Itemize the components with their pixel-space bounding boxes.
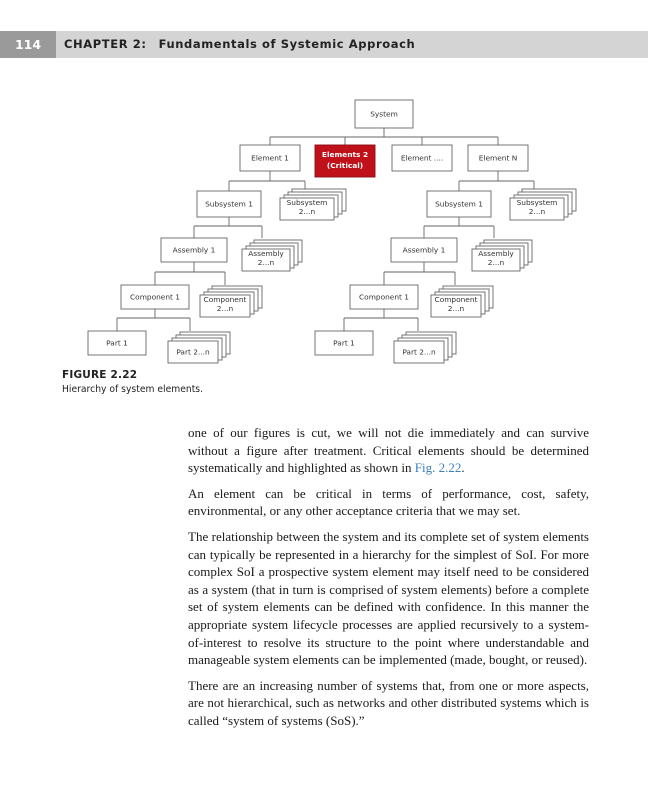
left-subsystem-n-label-line1: Subsystem — [286, 198, 328, 207]
right-component-1-label: Component 1 — [359, 292, 409, 302]
right-assembly-n-label-line1: Assembly — [478, 249, 514, 258]
left-component-n-label-line2: 2...n — [216, 304, 234, 313]
critical-element-label-line1: Elements 2 — [321, 150, 369, 159]
element-n-label: Element N — [478, 153, 518, 163]
figure-reference-link[interactable]: Fig. 2.22 — [414, 460, 462, 476]
paragraph-1-end: . — [461, 460, 465, 476]
left-part-1-label: Part 1 — [106, 338, 128, 348]
system-label: System — [370, 109, 398, 119]
figure-caption — [62, 369, 215, 395]
left-subsystem-n-label-line2: 2...n — [298, 207, 316, 216]
paragraph-3: The relationship between the system and its complete set of system elements can typically be represented in a hierarchy for the simplest of SoI. For more complex SoI a prospective system element may itself need to be considered as a system (that in turn is comprised of system elements) before a complete set of system elements can be defined with confidence. In this manner the appropriate system lifecycle processes are applied recursively to a system-of-interest to resolve its structure to the point where understandable and manageable system elements can be implemented (made, bought, or reused). — [188, 528, 589, 668]
paragraph-1-text: one of our figures is cut, we will not die immediately and can survive without a figure after treatment. Critical elements should be determined systematically and highlighted as shown in — [188, 425, 589, 476]
element-1-label: Element 1 — [251, 153, 289, 163]
right-component-n-label-line2: 2...n — [447, 304, 465, 313]
paragraph-2: An element can be critical in terms of performance, cost, safety, environmental, or any other acceptance criteria that we may set. — [188, 485, 589, 519]
right-subsystem-n-label-line2: 2...n — [528, 207, 546, 216]
paragraph-4: There are an increasing number of systems that, from one or more aspects, are not hierarchical, such as networks and other distributed systems which is called “system of systems (SoS).” — [188, 677, 589, 728]
chapter-number: CHAPTER 2: — [64, 37, 147, 51]
right-subsystem-1-label: Subsystem 1 — [435, 199, 483, 209]
body-text — [188, 424, 589, 738]
figure-label: FIGURE 2.22 — [62, 369, 138, 381]
right-assembly-1-label: Assembly 1 — [402, 245, 446, 255]
left-part-n-label: Part 2...n — [176, 347, 210, 357]
right-subsystem-n-label-line1: Subsystem — [516, 198, 558, 207]
hierarchy-diagram — [0, 0, 648, 370]
element-dots-label: Element .... — [400, 153, 444, 163]
left-assembly-1-label: Assembly 1 — [172, 245, 216, 255]
right-assembly-n-label-line2: 2...n — [487, 258, 505, 267]
left-component-n-label-line1: Component — [203, 295, 247, 304]
critical-element-label-line2: (Critical) — [326, 161, 364, 170]
page-number: 114 — [0, 31, 56, 58]
left-assembly-n-label-line1: Assembly — [248, 249, 284, 258]
left-assembly-n-label-line2: 2...n — [257, 258, 275, 267]
left-component-1-label: Component 1 — [130, 292, 180, 302]
right-part-1-label: Part 1 — [333, 338, 355, 348]
figure-description: Hierarchy of system elements. — [62, 384, 204, 395]
right-component-n-label-line1: Component — [434, 295, 478, 304]
chapter-title: Fundamentals of Systemic Approach — [158, 37, 416, 51]
left-subsystem-1-label: Subsystem 1 — [205, 199, 253, 209]
paragraph-1 — [188, 424, 589, 477]
right-part-n-label: Part 2...n — [402, 347, 436, 357]
